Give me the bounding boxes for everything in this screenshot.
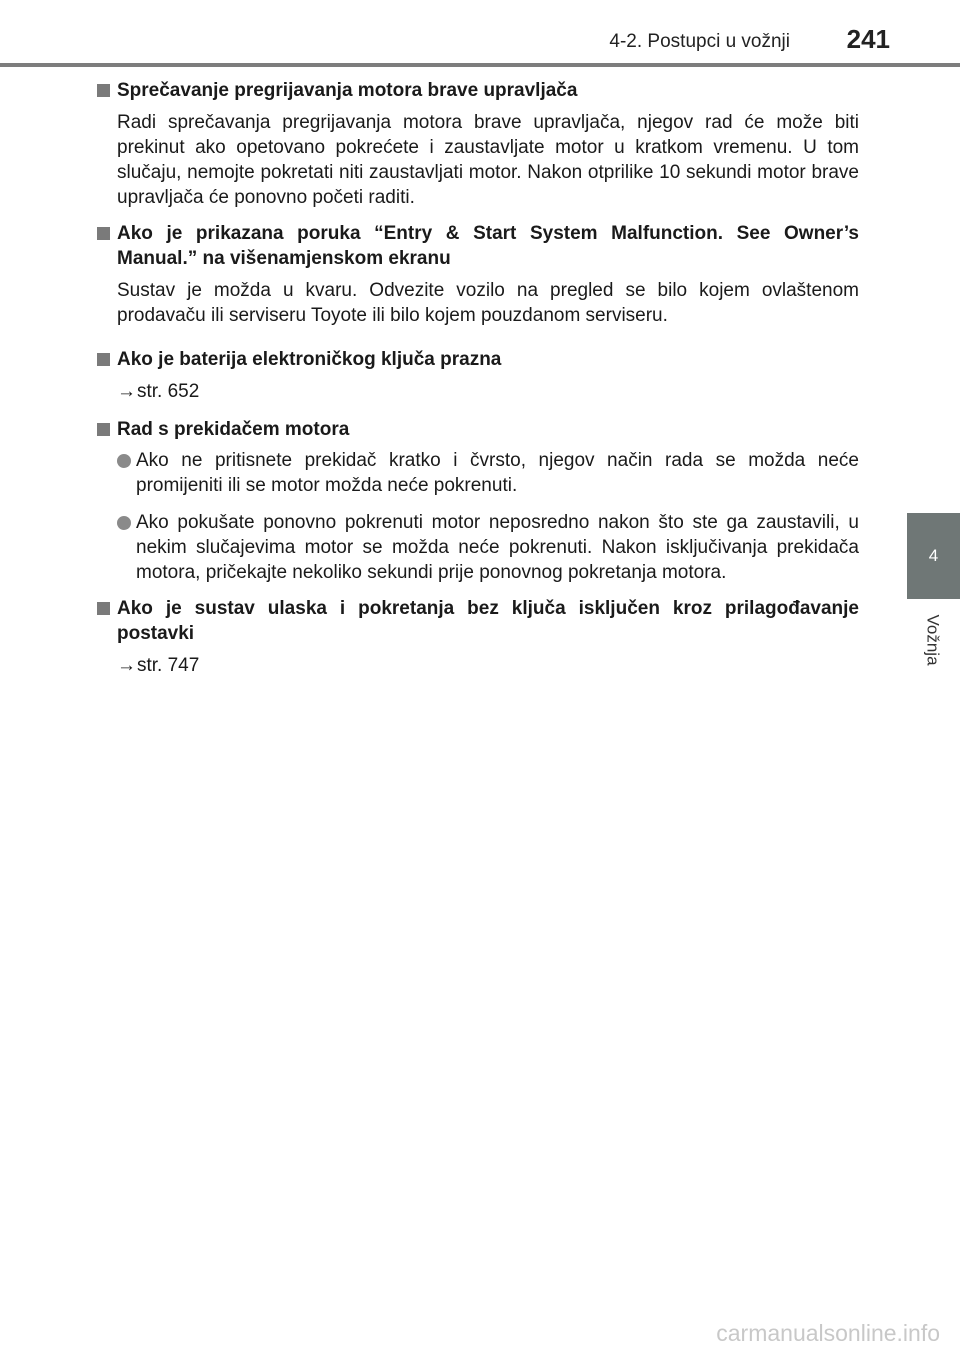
page-reference-link[interactable]	[117, 653, 859, 678]
section-steering-lock	[97, 78, 859, 210]
section-heading-text: Ako je prikazana poruka “Entry & Start System Malfunction. See Owner’s Manual.” na višenamjenskom ekranu	[117, 223, 859, 269]
square-bullet-icon	[97, 227, 110, 240]
section-heading-text: Sprečavanje pregrijavanja motora brave upravljača	[117, 80, 578, 101]
square-bullet-icon	[97, 602, 110, 615]
section-heading	[97, 347, 859, 372]
square-bullet-icon	[97, 423, 110, 436]
arrow-right-icon: →	[117, 381, 136, 402]
square-bullet-icon	[97, 84, 110, 97]
section-heading-text: Ako je baterija elektroničkog ključa prazna	[117, 349, 502, 370]
chapter-label	[915, 600, 951, 680]
circle-bullet-icon	[117, 516, 131, 530]
section-title: 4-2. Postupci u vožnji	[609, 31, 790, 52]
header-divider	[0, 63, 960, 67]
section-key-battery	[97, 347, 859, 404]
square-bullet-icon	[97, 353, 110, 366]
section-body: Radi sprečavanja pregrijavanja motora brave upravljača, njegov rad će može biti prekinut ako opetovano pokrećete i zaustavljate motor u kratkom vremenu. U tom slučaju, nemojte pokretati niti zaustavljati motor. Nakon otprilike 10 sekundi motor brave upravljača će ponovno početi raditi.	[117, 112, 859, 208]
arrow-right-icon: →	[117, 655, 136, 676]
list-item	[117, 448, 859, 498]
chapter-tab[interactable]	[907, 513, 960, 599]
section-heading	[97, 596, 859, 646]
section-heading-text: Rad s prekidačem motora	[117, 419, 350, 440]
section-heading	[97, 417, 859, 442]
chapter-number: 4	[928, 546, 939, 565]
watermark: carmanualsonline.info	[716, 1320, 940, 1346]
section-body: Sustav je možda u kvaru. Odvezite vozilo na pregled se bilo kojem ovlaštenom prodavaču ili serviseru Toyote ili bilo kojem pouzdanom serviseru.	[117, 280, 859, 326]
section-heading	[97, 221, 859, 271]
list-item	[117, 510, 859, 585]
page-number: 241	[846, 24, 890, 54]
section-malfunction-message	[97, 221, 859, 328]
list-item-text: Ako pokušate ponovno pokrenuti motor neposredno nakon što ste ga zaustavili, u nekim slučajevima motor se možda neće pokrenuti. Nakon isključivanja prekidača motora, pričekajte nekoliko sekundi prije ponovnog pokretanja motora.	[136, 512, 859, 583]
page-reference-link[interactable]	[117, 379, 859, 404]
page-content	[97, 78, 859, 678]
chapter-label-text: Vožnja	[924, 614, 944, 666]
page-reference-text: str. 652	[137, 381, 200, 402]
list-item-text: Ako ne pritisnete prekidač kratko i čvrsto, njegov način rada se možda neće promijeniti ili se motor možda neće pokrenuti.	[136, 450, 859, 496]
section-heading-text: Ako je sustav ulaska i pokretanja bez ključa isključen kroz prilagođavanje postavki	[117, 598, 859, 644]
circle-bullet-icon	[117, 454, 131, 468]
section-keyless-disabled	[97, 596, 859, 678]
section-engine-switch	[97, 417, 859, 585]
page-reference-text: str. 747	[137, 655, 200, 676]
section-heading	[97, 78, 859, 103]
